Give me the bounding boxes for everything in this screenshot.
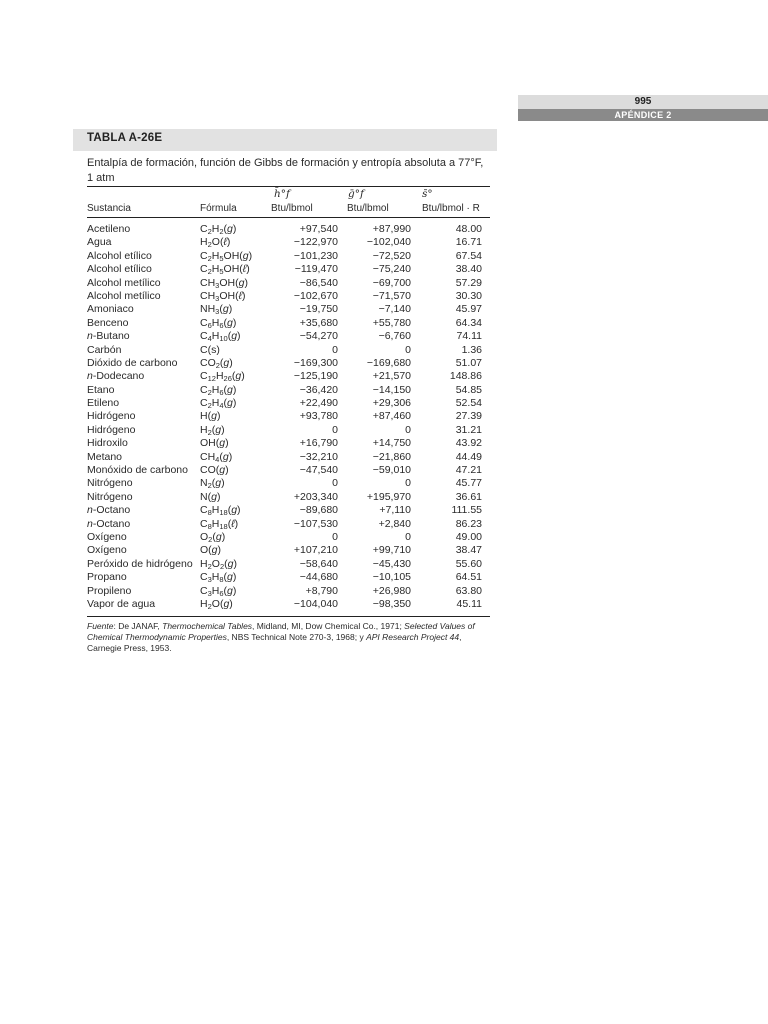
entropy-cell: 36.61 — [455, 490, 482, 503]
table-row — [87, 598, 497, 611]
formula-cell: O(g) — [200, 544, 222, 557]
gibbs-cell: +21,570 — [372, 370, 411, 383]
gibbs-cell: +195,970 — [366, 490, 411, 503]
gibbs-cell: +55,780 — [372, 316, 411, 329]
source-footnote — [87, 621, 492, 654]
table-row — [87, 317, 497, 330]
table-body — [87, 223, 497, 611]
substance-cell: Propano — [87, 571, 127, 584]
entropy-cell: 1.36 — [461, 343, 482, 356]
formula-cell: $O_2(g)$ — [200, 530, 226, 544]
formula-cell: $C_8H_{18}(\ell)$ — [200, 517, 239, 531]
entropy-cell: 67.54 — [455, 249, 482, 262]
entropy-cell: 111.55 — [451, 504, 482, 517]
substance-cell: n-Butano — [87, 330, 130, 343]
entropy-cell: 64.51 — [455, 571, 482, 584]
substance-cell: Agua — [87, 236, 112, 249]
entropy-cell: 148.86 — [449, 370, 482, 383]
page-number: 995 — [634, 96, 652, 107]
table-bottom-rule — [87, 616, 490, 617]
formula-cell: $C_2H_2(g)$ — [200, 223, 237, 236]
formula-cell: $H_2(g)$ — [200, 423, 225, 437]
enthalpy-cell: 0 — [332, 477, 338, 490]
gibbs-cell: +14,750 — [372, 437, 411, 450]
gibbs-cell: −169,680 — [366, 356, 411, 369]
table-row — [87, 397, 497, 410]
substance-cell: Alcohol metílico — [87, 276, 161, 289]
table-row — [87, 250, 497, 263]
formula-cell: $NH_3(g)$ — [200, 303, 233, 317]
entropy-cell: 31.21 — [455, 423, 482, 436]
enthalpy-cell: −32,210 — [299, 450, 338, 463]
enthalpy-cell: −119,470 — [294, 263, 338, 276]
enthalpy-cell: 0 — [332, 530, 338, 543]
substance-cell: Carbón — [87, 343, 122, 356]
formula-cell: $H_2O(g)$ — [200, 597, 233, 611]
entropy-cell: 45.11 — [456, 597, 482, 610]
table-row — [87, 437, 497, 450]
gibbs-cell: −69,700 — [372, 276, 411, 289]
formula-cell: OH(g) — [200, 437, 229, 450]
table-row — [87, 330, 497, 343]
footnote-text-2: , Midland, MI, Dow Chemical Co., 1971; — [252, 621, 405, 631]
appendix-bar: APÉNDICE 2 — [518, 109, 768, 121]
entropy-cell: 74.11 — [456, 330, 482, 343]
gibbs-cell: −72,520 — [372, 249, 411, 262]
enthalpy-symbol: h̄°f — [274, 188, 290, 200]
entropy-cell: 48.00 — [455, 223, 482, 235]
gibbs-cell: −75,240 — [372, 263, 411, 276]
enthalpy-cell: 0 — [332, 343, 338, 356]
table-row — [87, 263, 497, 276]
table-row — [87, 370, 497, 383]
substance-cell: n-Octano — [87, 517, 131, 530]
table-row — [87, 290, 497, 303]
substance-cell: Alcohol metílico — [87, 289, 161, 302]
substance-cell: Hidrógeno — [87, 410, 136, 423]
column-header-formula: Fórmula — [200, 203, 237, 214]
enthalpy-cell: +97,540 — [299, 223, 338, 235]
table-row — [87, 558, 497, 571]
enthalpy-cell: +22,490 — [299, 397, 338, 410]
entropy-cell: 44.49 — [455, 450, 482, 463]
entropy-cell: 45.77 — [455, 477, 482, 490]
formula-cell: N(g) — [200, 490, 221, 503]
enthalpy-cell: −101,230 — [293, 249, 338, 262]
enthalpy-cell: −122,970 — [293, 236, 338, 249]
entropy-cell: 43.92 — [455, 437, 482, 450]
substance-cell: Etileno — [87, 397, 120, 410]
formula-cell: $C_{12}H_{26}(g)$ — [200, 370, 245, 384]
gibbs-symbol: ḡ°f — [348, 188, 364, 200]
table-row — [87, 223, 497, 236]
entropy-cell: 16.71 — [455, 236, 482, 249]
entropy-cell: 30.30 — [455, 289, 482, 302]
gibbs-cell: +99,710 — [372, 544, 411, 557]
footnote-label: Fuente — [87, 621, 114, 631]
enthalpy-cell: −107,530 — [293, 517, 338, 530]
entropy-cell: 54.85 — [455, 383, 482, 396]
substance-cell: Oxígeno — [87, 530, 127, 543]
enthalpy-cell: −47,540 — [299, 464, 338, 477]
table-row — [87, 544, 497, 557]
entropy-cell: 45.97 — [455, 303, 482, 316]
table-row — [87, 357, 497, 370]
enthalpy-cell: +16,790 — [299, 437, 338, 450]
gibbs-cell: −59,010 — [372, 464, 411, 477]
entropy-cell: 38.40 — [455, 263, 482, 276]
entropy-cell: 63.80 — [455, 584, 482, 597]
enthalpy-cell: −86,540 — [299, 276, 338, 289]
formula-cell: $CH_3OH(\ell)$ — [200, 289, 246, 303]
footnote-text-1: : De JANAF, — [113, 621, 163, 631]
formula-cell: $C_2H_5OH(\ell)$ — [200, 263, 250, 277]
gibbs-cell: 0 — [405, 423, 411, 436]
formula-cell: $C_2H_4(g)$ — [200, 397, 237, 411]
substance-cell: Peróxido de hidrógeno — [87, 557, 193, 570]
formula-cell: $H_2O_2(g)$ — [200, 557, 237, 571]
formula-cell: $C_6H_6(g)$ — [200, 316, 237, 330]
table-top-rule — [87, 186, 490, 187]
enthalpy-cell: −36,420 — [299, 383, 338, 396]
entropy-cell: 47.21 — [455, 464, 482, 477]
gibbs-cell: −102,040 — [366, 236, 411, 249]
table-row — [87, 518, 497, 531]
substance-cell: Amoniaco — [87, 303, 134, 316]
substance-cell: Monóxido de carbono — [87, 464, 188, 477]
substance-cell: Oxígeno — [87, 544, 127, 557]
formula-cell: $H_2O(\ell)$ — [200, 236, 231, 250]
enthalpy-cell: +35,680 — [299, 316, 338, 329]
table-row — [87, 451, 497, 464]
substance-cell: Benceno — [87, 316, 129, 329]
enthalpy-cell: −125,190 — [293, 370, 338, 383]
substance-cell: Metano — [87, 450, 123, 463]
entropy-cell: 64.34 — [455, 316, 482, 329]
entropy-cell: 55.60 — [455, 557, 482, 570]
gibbs-cell: −6,760 — [378, 330, 411, 343]
formula-cell: $C_2H_6(g)$ — [200, 383, 237, 397]
gibbs-cell: −21,860 — [372, 450, 411, 463]
footnote-title-2: Selected Values of Chemical Thermodynamic Properties — [87, 621, 475, 642]
enthalpy-cell: +93,780 — [299, 410, 338, 423]
substance-cell: Acetileno — [87, 223, 131, 235]
entropy-cell: 38.47 — [455, 544, 482, 557]
formula-cell: $C_3H_6(g)$ — [200, 584, 237, 598]
gibbs-cell: +2,840 — [378, 517, 411, 530]
footnote-title-3: API Research Project 44 — [366, 632, 460, 642]
gibbs-cell: +87,460 — [372, 410, 411, 423]
gibbs-cell: +87,990 — [372, 223, 411, 235]
footnote-title-1: Thermochemical Tables — [162, 621, 253, 631]
entropy-cell: 51.07 — [455, 356, 482, 369]
entropy-cell: 52.54 — [455, 397, 482, 410]
table-row — [87, 277, 497, 290]
gibbs-cell: −98,350 — [372, 597, 411, 610]
formula-cell: H(g) — [200, 410, 221, 423]
column-header-entropy: Btu/lbmol · R — [422, 203, 480, 214]
gibbs-cell: 0 — [405, 530, 411, 543]
substance-cell: Etano — [87, 383, 115, 396]
table-title-bar — [73, 129, 497, 151]
gibbs-cell: −14,150 — [372, 383, 411, 396]
formula-cell: $N_2(g)$ — [200, 477, 225, 491]
enthalpy-cell: −44,680 — [299, 571, 338, 584]
substance-cell: Alcohol etílico — [87, 249, 152, 262]
enthalpy-cell: +203,340 — [293, 490, 338, 503]
enthalpy-cell: −58,640 — [299, 557, 338, 570]
table-row — [87, 236, 497, 249]
column-header-substance: Sustancia — [87, 203, 131, 214]
table-row — [87, 464, 497, 477]
gibbs-cell: −71,570 — [372, 289, 411, 302]
substance-cell: n-Octano — [87, 504, 131, 517]
column-header-enthalpy: Btu/lbmol — [271, 203, 313, 214]
entropy-cell: 86.23 — [455, 517, 482, 530]
enthalpy-cell: −19,750 — [299, 303, 338, 316]
enthalpy-cell: −102,670 — [293, 289, 338, 302]
gibbs-cell: +29,306 — [372, 397, 411, 410]
substance-cell: n-Dodecano — [87, 370, 145, 383]
substance-cell: Propileno — [87, 584, 132, 597]
formula-cell: C(s) — [200, 343, 220, 356]
formula-cell: $C_8H_{18}(g)$ — [200, 504, 241, 518]
entropy-cell: 57.29 — [455, 276, 482, 289]
table-header-rule — [87, 217, 490, 218]
entropy-symbol: s̄° — [422, 188, 433, 200]
entropy-cell: 27.39 — [455, 410, 482, 423]
table-caption: Entalpía de formación, función de Gibbs de formación y entropía absoluta a 77°F, 1 atm — [87, 157, 484, 184]
enthalpy-cell: −54,270 — [299, 330, 338, 343]
footnote-text-3: , NBS Technical Note 270-3, 1968; y — [226, 632, 367, 642]
enthalpy-cell: −104,040 — [293, 597, 338, 610]
formula-cell: $C_2H_5OH(g)$ — [200, 249, 253, 263]
formula-cell: $C_4H_{10}(g)$ — [200, 330, 241, 344]
table-row — [87, 384, 497, 397]
substance-cell: Hidrógeno — [87, 423, 136, 436]
table-row — [87, 504, 497, 517]
formula-cell: $CO_2(g)$ — [200, 356, 233, 370]
table-row — [87, 344, 497, 357]
formula-cell: $CH_3OH(g)$ — [200, 276, 248, 290]
entropy-cell: 49.00 — [455, 530, 482, 543]
enthalpy-cell: −89,680 — [299, 504, 338, 517]
substance-cell: Nitrógeno — [87, 477, 133, 490]
gibbs-cell: −7,140 — [378, 303, 411, 316]
formula-cell: $CH_4(g)$ — [200, 450, 233, 464]
substance-cell: Alcohol etílico — [87, 263, 152, 276]
gibbs-cell: +26,980 — [372, 584, 411, 597]
enthalpy-cell: +107,210 — [293, 544, 338, 557]
substance-cell: Dióxido de carbono — [87, 356, 178, 369]
page-number-bar — [518, 95, 768, 109]
gibbs-cell: −45,430 — [372, 557, 411, 570]
gibbs-cell: 0 — [405, 477, 411, 490]
table-row — [87, 424, 497, 437]
table-row — [87, 531, 497, 544]
enthalpy-cell: −169,300 — [293, 356, 338, 369]
footnote-text-4: , Carnegie Press, 1953. — [87, 632, 462, 653]
substance-cell: Hidroxilo — [87, 437, 128, 450]
table-row — [87, 303, 497, 316]
substance-cell: Nitrógeno — [87, 490, 133, 503]
column-header-gibbs: Btu/lbmol — [347, 203, 389, 214]
gibbs-cell: 0 — [405, 343, 411, 356]
substance-cell: Vapor de agua — [87, 597, 156, 610]
enthalpy-cell: 0 — [332, 423, 338, 436]
gibbs-cell: −10,105 — [372, 571, 411, 584]
table-row — [87, 585, 497, 598]
table-row — [87, 410, 497, 423]
table-row — [87, 477, 497, 490]
table-row — [87, 571, 497, 584]
formula-cell: CO(g) — [200, 464, 229, 477]
enthalpy-cell: +8,790 — [305, 584, 338, 597]
table-title: TABLA A-26E — [87, 132, 163, 144]
formula-cell: $C_3H_8(g)$ — [200, 571, 237, 585]
table-row — [87, 491, 497, 504]
gibbs-cell: +7,110 — [379, 504, 411, 517]
